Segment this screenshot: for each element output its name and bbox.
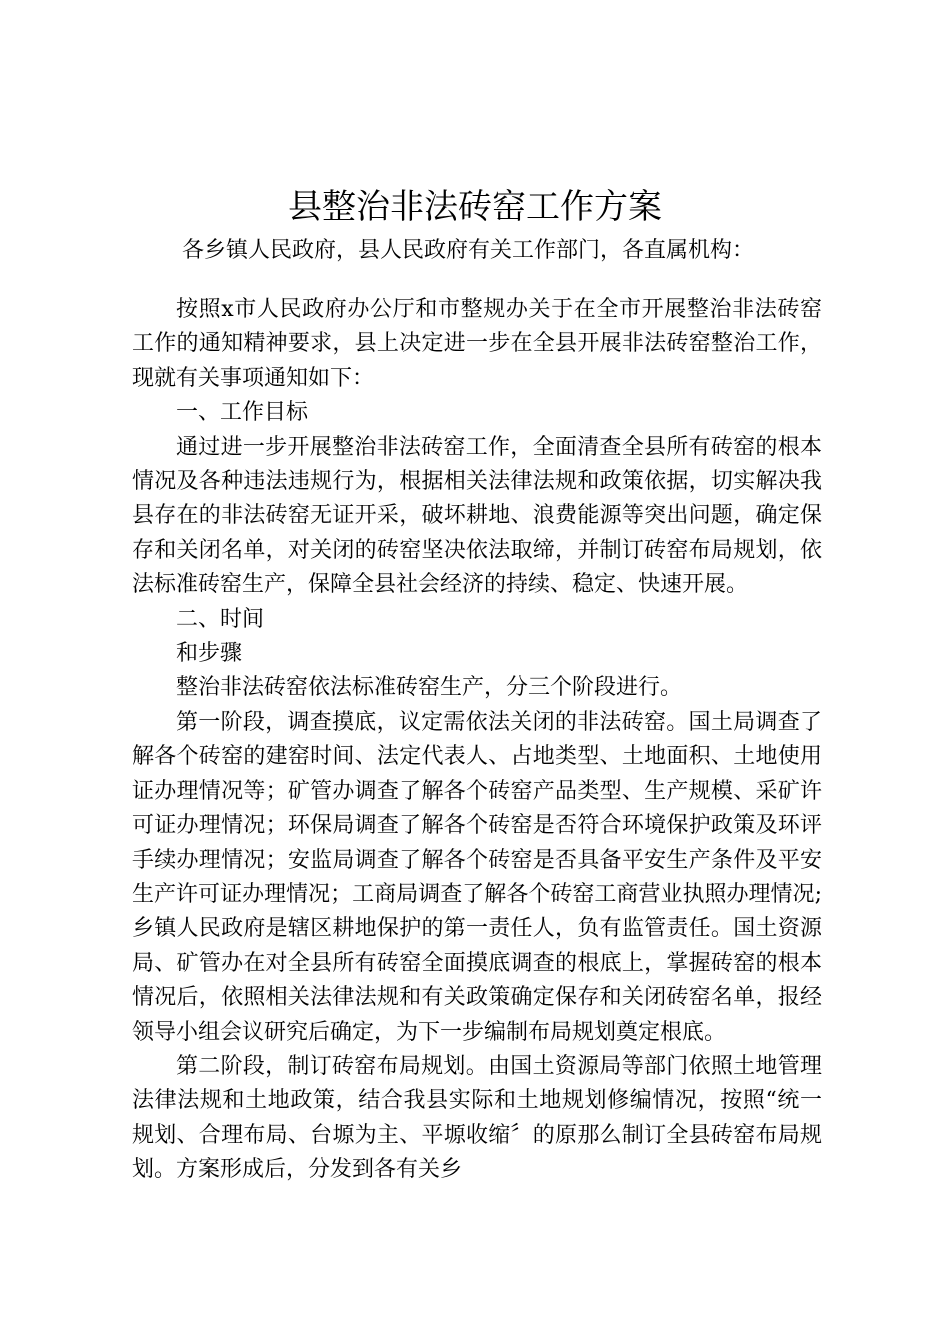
document-body xyxy=(132,293,822,1188)
paragraph-phase-two: 第二阶段，制订砖窑布局规划。由国土资源局等部门依照土地管理法律法规和土地政策，结合我县实际和土地规划修编情况，按照“统一规划、合理布局、台塬为主、平塬收缩〞的原那么制订全县砖窑布局规划。方案形成后，分发到各有关乡 xyxy=(132,1053,822,1183)
section-heading-steps: 和步骤 xyxy=(176,641,243,667)
paragraph-intro: 按照x市人民政府办公厅和市整规办关于在全市开展整治非法砖窑工作的通知精神要求，县上决定进一步在全县开展非法砖窑整治工作，现就有关事项通知如下： xyxy=(132,297,822,391)
salutation: 各乡镇人民政府，县人民政府有关工作部门，各直属机构： xyxy=(182,238,755,263)
paragraph-phase-one: 第一阶段，调查摸底，议定需依法关闭的非法砖窑。国土局调查了解各个砖窑的建窑时间、法定代表人、占地类型、土地面积、土地使用证办理情况等；矿管办调查了解各个砖窑产品类型、生产规模、采矿许可证办理情况；环保局调查了解各个砖窑是否符合环境保护政策及环评手续办理情况；安监局调查了解各个砖窑是否具备平安生产条件及平安生产许可证办理情况；工商局调查了解各个砖窑工商营业执照办理情况;乡镇人民政府是辖区耕地保护的第一责任人，负有监管责任。国土资源局、矿管办在对全县所有砖窑全面摸底调查的根底上，掌握砖窑的根本情况后，依照相关法律法规和有关政策确定保存和关闭砖窑名单，报经领导小组会议研究后确定，为下一步编制布局规划奠定根底。 xyxy=(132,709,822,1045)
section-heading-goals: 一、工作目标 xyxy=(176,400,309,426)
paragraph-goals: 通过进一步开展整治非法砖窑工作，全面清查全县所有砖窑的根本情况及各种违法违规行为，根据相关法律法规和政策依据，切实解决我县存在的非法砖窑无证开采，破坏耕地、浪费能源等突出问题，确定保存和关闭名单，对关闭的砖窑坚决依法取缔，并制订砖窑布局规划，依法标准砖窑生产，保障全县社会经济的持续、稳定、快速开展。 xyxy=(132,434,822,598)
document-title: 县整治非法砖窑工作方案 xyxy=(288,187,662,227)
section-heading-time: 二、时间 xyxy=(176,606,265,632)
paragraph-phases-overview: 整治非法砖窑依法标准砖窑生产，分三个阶段进行。 xyxy=(176,675,683,701)
